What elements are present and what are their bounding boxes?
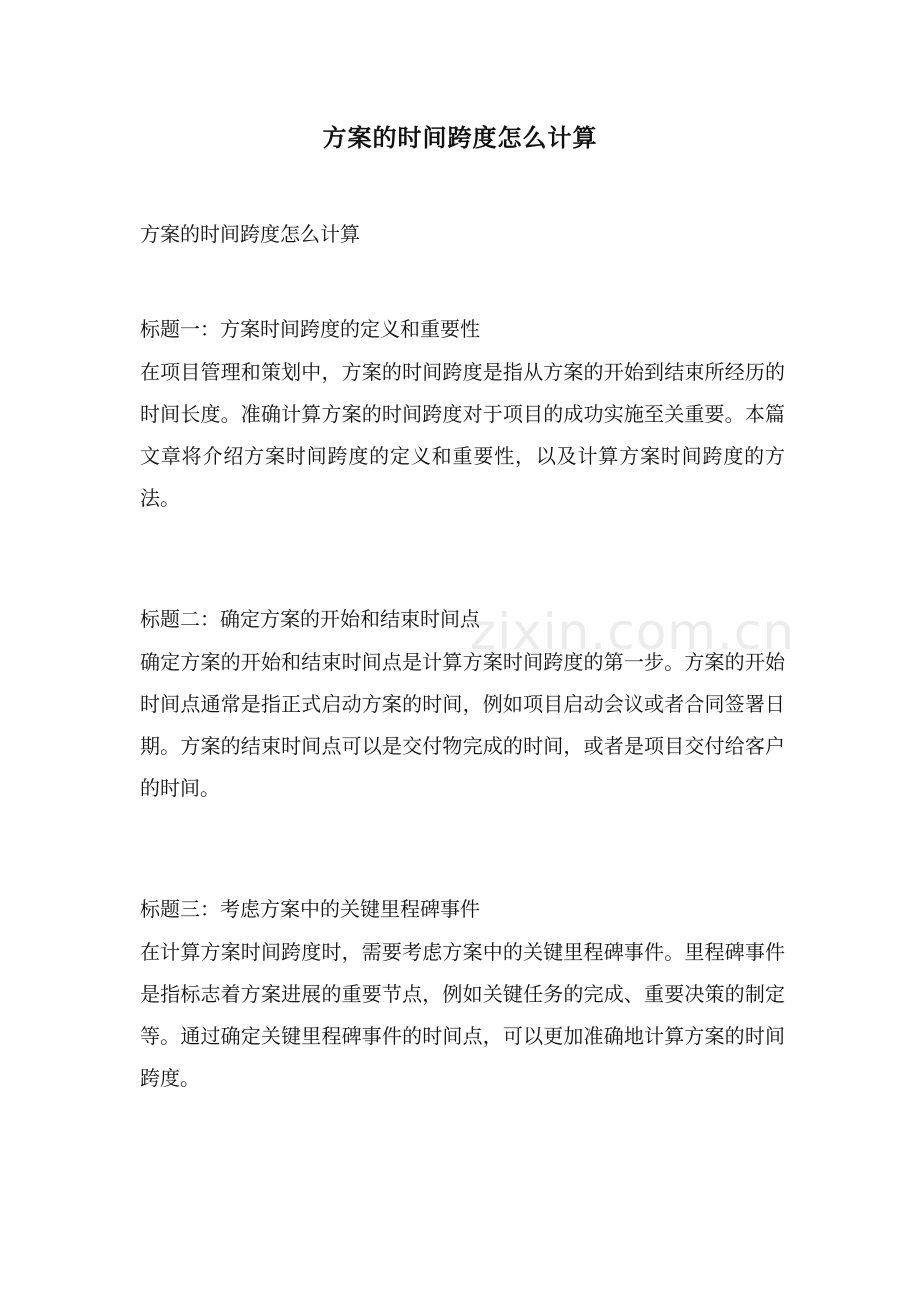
watermark: zixin.com.cn <box>470 603 796 661</box>
section-paragraph: 在项目管理和策划中，方案的时间跨度是指从方案的开始到结束所经历的时间长度。准确计算方案的时间跨度对于项目的成功实施至关重要。本篇文章将介绍方案时间跨度的定义和重要性，以及计算方案时间跨度的方法。 <box>140 360 785 510</box>
section-paragraph: 确定方案的开始和结束时间点是计算方案时间跨度的第一步。方案的开始时间点通常是指正式启动方案的时间，例如项目启动会议或者合同签署日期。方案的结束时间点可以是交付物完成的时间，或者是项目交付给客户的时间。 <box>140 650 785 800</box>
section-heading: 标题一：方案时间跨度的定义和重要性 <box>140 317 480 341</box>
section-3 <box>140 893 785 1099</box>
section-heading: 标题二：确定方案的开始和结束时间点 <box>140 607 480 631</box>
document-title: 方案的时间跨度怎么计算 <box>322 123 598 152</box>
section-1 <box>140 313 785 519</box>
section-heading: 标题三：考虑方案中的关键里程碑事件 <box>140 897 480 921</box>
section-paragraph: 在计算方案时间跨度时，需要考虑方案中的关键里程碑事件。里程碑事件是指标志着方案进展的重要节点，例如关键任务的完成、重要决策的制定等。通过确定关键里程碑事件的时间点，可以更加准确地计算方案的时间跨度。 <box>140 940 785 1090</box>
document-subtitle: 方案的时间跨度怎么计算 <box>140 222 360 246</box>
